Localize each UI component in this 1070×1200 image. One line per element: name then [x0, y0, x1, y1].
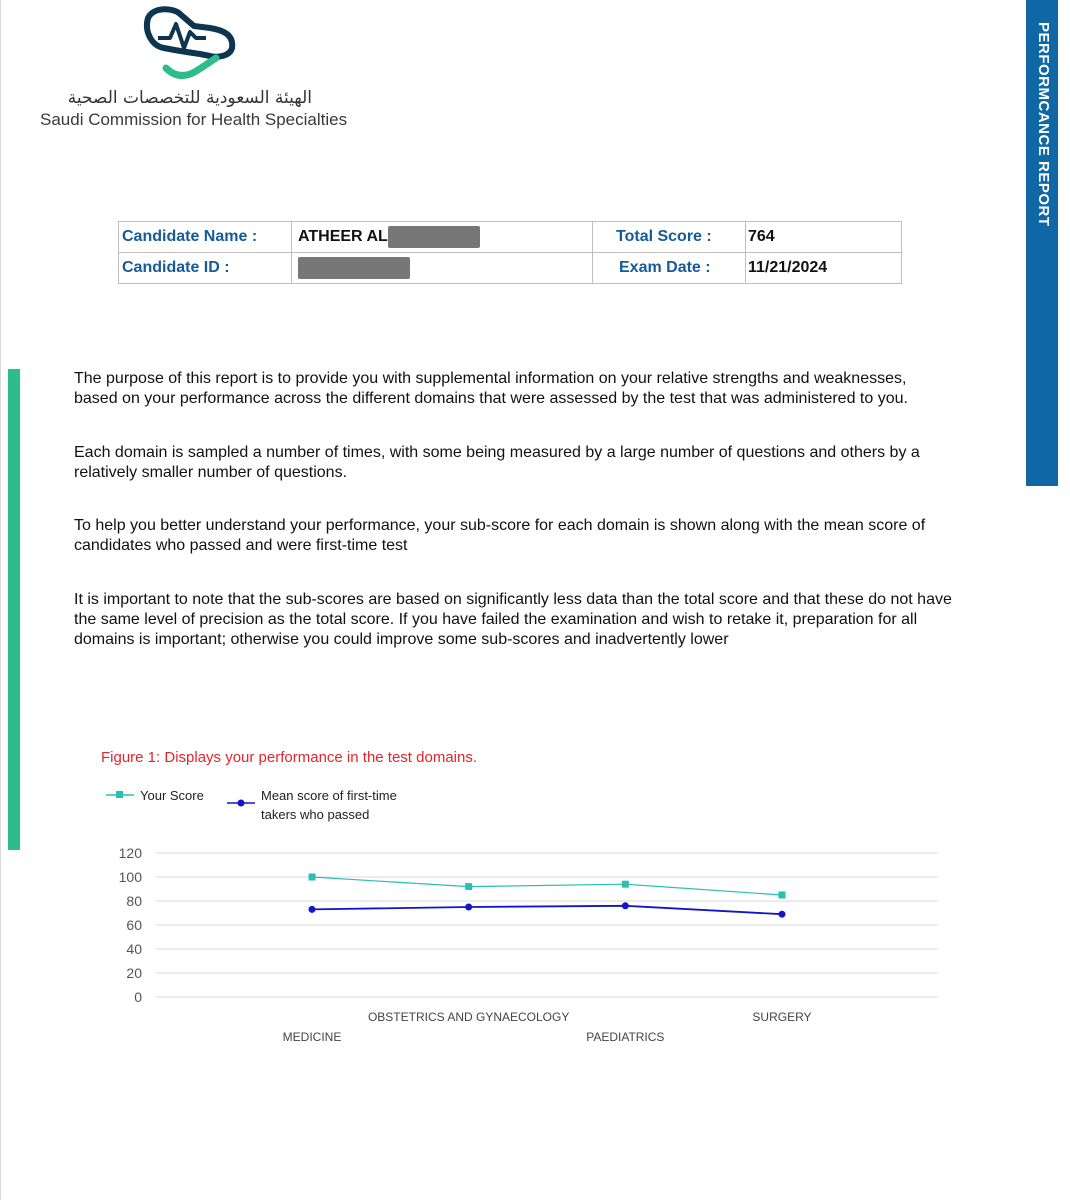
redacted-block: [298, 257, 410, 279]
series-line-your-score: [312, 877, 782, 895]
y-tick-label: 20: [126, 965, 142, 981]
org-name-arabic: الهيئة السعودية للتخصصات الصحية: [67, 88, 312, 108]
scfhs-logo-icon: [140, 4, 240, 84]
exam-date-cell: [746, 253, 902, 284]
candidate-name-label-cell: [119, 222, 292, 253]
candidate-name-cell: [292, 222, 593, 253]
report-title: PERFORMCANCE REPORT: [1035, 22, 1052, 227]
x-category-label: MEDICINE: [282, 1030, 342, 1044]
candidate-name-label: Candidate Name :: [122, 228, 258, 245]
redacted-block: [388, 226, 480, 248]
legend-your-score-text: Your Score: [140, 788, 204, 803]
legend-your-score: [140, 786, 204, 805]
point-your-score: [779, 892, 786, 899]
total-score-value: 764: [748, 228, 775, 245]
candidate-id-cell: [292, 253, 593, 284]
page-edge: [0, 0, 1, 1200]
paragraph-subscore: To help you better understand your performance, your sub-score for each domain is shown along with the mean score of candidates who passed and were first-time test: [74, 517, 926, 554]
paragraph-precision: It is important to note that the sub-scores are based on significantly less data than the total score and that these do not have the same level of precision as the total score. If you have failed the examination and wish to retake it, preparation for all domains is important; otherwise you could improve some sub-scores and inadvertently lower: [74, 591, 952, 648]
y-tick-label: 40: [126, 941, 142, 957]
total-score-cell: [746, 222, 902, 253]
total-score-label-cell: [593, 222, 746, 253]
point-your-score: [309, 874, 316, 881]
performance-chart: [100, 840, 960, 1050]
point-mean-score: [622, 902, 629, 909]
point-mean-score: [465, 904, 472, 911]
point-mean-score: [309, 906, 316, 913]
legend-mean: [261, 786, 397, 824]
exam-date-label-cell: [593, 253, 746, 284]
y-tick-label: 80: [126, 893, 142, 909]
y-tick-label: 120: [118, 845, 142, 861]
total-score-label: Total Score :: [616, 228, 712, 245]
candidate-id-label-cell: [119, 253, 292, 284]
x-category-label: SURGERY: [752, 1010, 812, 1024]
point-your-score: [465, 883, 472, 890]
y-tick-label: 60: [126, 917, 142, 933]
accent-bar: [8, 369, 20, 850]
paragraph-purpose: The purpose of this report is to provide you with supplemental information on your relative strengths and weaknesses, based on your performance across the different domains that were assessed by the test that was administered to you.: [74, 370, 908, 407]
x-category-label: OBSTETRICS AND GYNAECOLOGY: [367, 1010, 570, 1024]
point-your-score: [622, 881, 629, 888]
legend-your-score-marker: [106, 788, 136, 802]
paragraph-sampling: Each domain is sampled a number of times, with some being measured by a large number of questions and others by a relatively smaller number of questions.: [74, 444, 920, 481]
candidate-name-value: ATHEER AL: [298, 228, 388, 246]
y-tick-label: 0: [134, 989, 142, 1005]
candidate-id-label: Candidate ID :: [122, 259, 230, 276]
exam-date-value: 11/21/2024: [748, 259, 828, 276]
exam-date-label: Exam Date :: [619, 259, 711, 276]
point-mean-score: [779, 911, 786, 918]
candidate-info-table: [118, 221, 902, 284]
legend-mean-marker: [227, 796, 257, 810]
legend-mean-line2: takers who passed: [261, 807, 370, 822]
org-name-english: Saudi Commission for Health Specialties: [40, 110, 348, 129]
x-category-label: PAEDIATRICS: [586, 1030, 665, 1044]
y-tick-label: 100: [118, 869, 142, 885]
series-line-mean-score: [312, 906, 782, 914]
figure-title: Figure 1: Displays your performance in the test domains.: [101, 749, 478, 766]
legend-mean-line1: Mean score of first-time: [261, 788, 397, 803]
